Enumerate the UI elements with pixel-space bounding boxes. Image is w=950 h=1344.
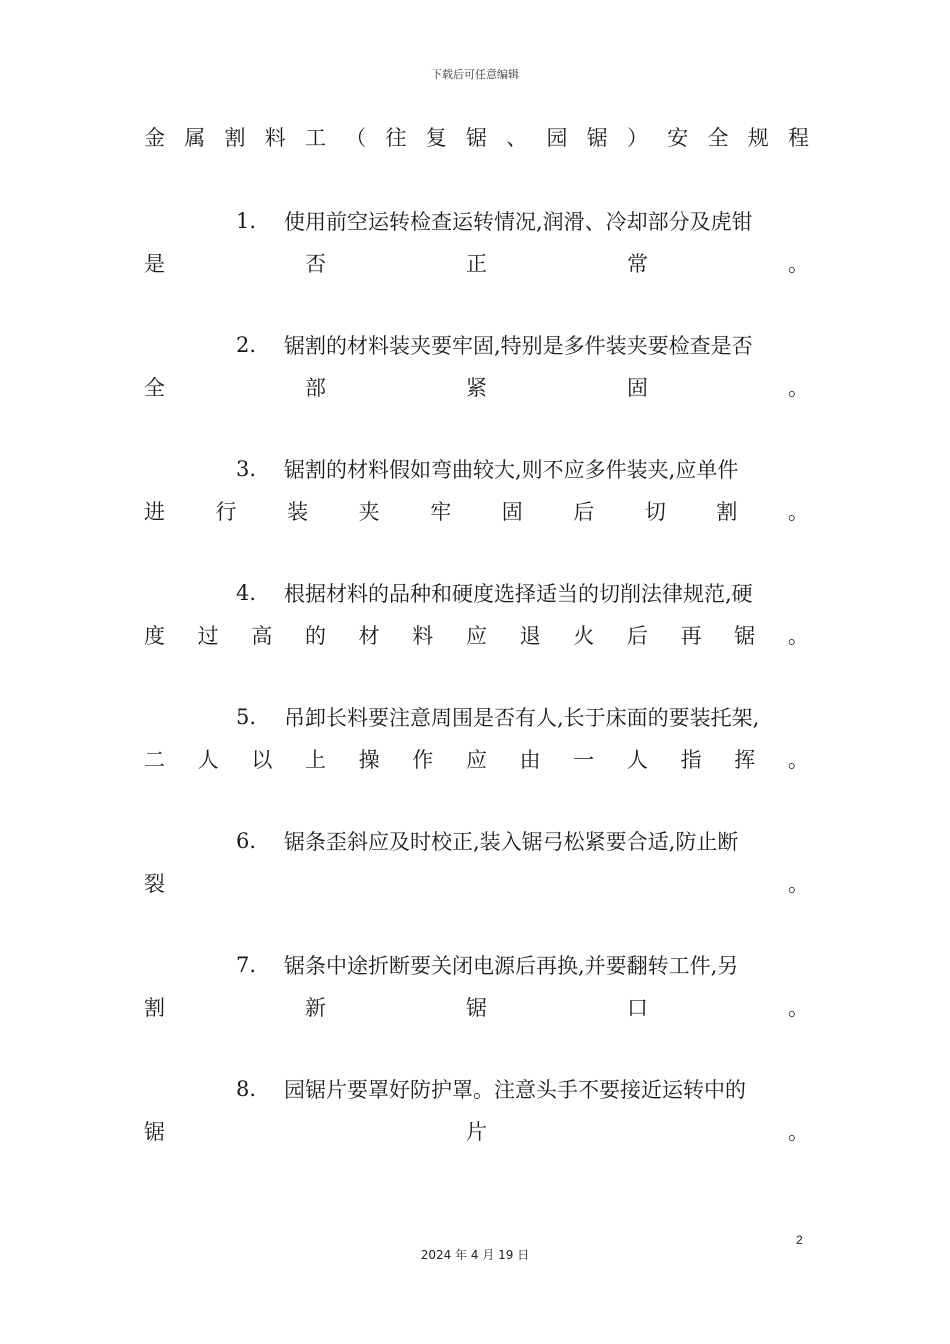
title-char: 、 xyxy=(506,126,528,150)
title-char: 规 xyxy=(747,126,769,150)
rule-char: 行 xyxy=(215,500,237,524)
rule-char: 。 xyxy=(788,252,809,276)
rule-char: 锯 xyxy=(466,996,487,1020)
rule-number: 6. xyxy=(236,829,257,853)
title-char: 往 xyxy=(385,126,407,150)
rule-item xyxy=(144,699,809,777)
rule-char: 。 xyxy=(788,376,809,400)
rule-first-line xyxy=(144,451,809,487)
rule-item xyxy=(144,575,809,653)
rule-number: 8. xyxy=(236,1077,257,1101)
document-title xyxy=(144,121,809,153)
title-char: 安 xyxy=(667,126,689,150)
rule-char: 应 xyxy=(465,748,487,772)
title-char: 锯 xyxy=(466,126,487,150)
title-char: 全 xyxy=(707,126,729,150)
rule-text: 园锯片要罩好防护罩。注意头手不要接近运转中的 xyxy=(284,1078,746,1102)
rule-number: 3. xyxy=(236,457,257,481)
rule-char: 切 xyxy=(644,500,666,524)
rule-char: 。 xyxy=(788,1120,809,1144)
rule-char: 片 xyxy=(466,1120,487,1144)
title-char: （ xyxy=(345,126,367,150)
rule-char: 挥 xyxy=(734,748,756,772)
rule-char: 指 xyxy=(680,748,702,772)
page-number: 2 xyxy=(796,1233,803,1247)
rule-char: 火 xyxy=(573,624,595,648)
rule-char: 新 xyxy=(305,996,326,1020)
rule-text: 使用前空运转检查运转情况,润滑、冷却部分及虎钳 xyxy=(284,210,753,234)
rule-char: 锯 xyxy=(144,1120,165,1144)
rule-char: 的 xyxy=(304,624,326,648)
rule-char: 材 xyxy=(358,624,380,648)
rule-char: 由 xyxy=(519,748,541,772)
title-char: 程 xyxy=(788,126,809,150)
rule-char: 裂 xyxy=(144,872,165,896)
rule-char: 。 xyxy=(788,996,809,1020)
rule-char: 。 xyxy=(787,748,809,772)
title-char: 锯 xyxy=(586,126,608,150)
rule-char: 过 xyxy=(197,624,219,648)
rule-char: 退 xyxy=(519,624,541,648)
rule-text: 吊卸长料要注意周围是否有人,长于床面的要装托架, xyxy=(284,706,760,730)
title-char: 属 xyxy=(184,126,206,150)
rule-justified-line xyxy=(144,245,809,281)
rule-char: 口 xyxy=(627,996,648,1020)
rule-char: 割 xyxy=(716,500,738,524)
rule-first-line xyxy=(144,947,809,983)
rule-item xyxy=(144,823,809,901)
rule-number: 2. xyxy=(236,333,257,357)
rule-char: 作 xyxy=(412,748,434,772)
rule-text: 锯割的材料假如弯曲较大,则不应多件装夹,应单件 xyxy=(284,458,739,482)
rule-char: 以 xyxy=(251,748,273,772)
rule-char: 进 xyxy=(144,500,165,524)
rule-first-line xyxy=(144,203,809,239)
rule-char: 部 xyxy=(305,376,326,400)
rule-first-line xyxy=(144,823,809,859)
rule-char: 常 xyxy=(627,252,648,276)
rule-char: 。 xyxy=(787,624,809,648)
rule-item xyxy=(144,451,809,529)
title-char: 工 xyxy=(305,126,326,150)
rule-first-line xyxy=(144,575,809,611)
rule-char: 二 xyxy=(144,748,165,772)
rule-char: 后 xyxy=(626,624,648,648)
rule-justified-line xyxy=(144,617,809,653)
rule-char: 正 xyxy=(466,252,487,276)
rule-char: 再 xyxy=(680,624,702,648)
rule-char: 夹 xyxy=(358,500,380,524)
rule-text: 根据材料的品种和硬度选择适当的切削法律规范,硬 xyxy=(284,582,753,606)
rule-char: 固 xyxy=(501,500,523,524)
rule-char: 高 xyxy=(251,624,273,648)
title-char: ） xyxy=(627,126,648,150)
rule-char: 上 xyxy=(304,748,326,772)
rule-char: 紧 xyxy=(466,376,487,400)
title-char: 金 xyxy=(144,126,165,150)
rule-char: 应 xyxy=(465,624,487,648)
rule-char: 。 xyxy=(787,500,809,524)
rule-char: 锯 xyxy=(734,624,756,648)
rule-char: 人 xyxy=(626,748,648,772)
rule-char: 一 xyxy=(573,748,595,772)
rule-justified-line xyxy=(144,369,809,405)
title-char: 料 xyxy=(264,126,286,150)
rule-first-line xyxy=(144,699,809,735)
title-char: 割 xyxy=(224,126,246,150)
rule-justified-line xyxy=(144,865,809,901)
rule-char: 度 xyxy=(144,624,165,648)
rule-number: 1. xyxy=(236,209,257,233)
rule-text: 锯条歪斜应及时校正,装入锯弓松紧要合适,防止断 xyxy=(284,830,739,854)
rule-number: 4. xyxy=(236,581,257,605)
rule-first-line xyxy=(144,1071,809,1107)
rule-char: 后 xyxy=(573,500,595,524)
rule-justified-line xyxy=(144,1113,809,1149)
rule-char: 牢 xyxy=(430,500,452,524)
rule-char: 操 xyxy=(358,748,380,772)
rule-char: 料 xyxy=(412,624,434,648)
rule-char: 人 xyxy=(197,748,219,772)
rule-char: 。 xyxy=(788,872,809,896)
rule-first-line xyxy=(144,327,809,363)
rule-text: 锯条中途折断要关闭电源后再换,并要翻转工件,另 xyxy=(284,954,739,978)
rule-number: 7. xyxy=(236,953,257,977)
rule-item xyxy=(144,947,809,1025)
rule-char: 装 xyxy=(287,500,309,524)
title-char: 园 xyxy=(546,126,568,150)
rule-char: 是 xyxy=(144,252,165,276)
rule-item xyxy=(144,203,809,281)
rule-justified-line xyxy=(144,741,809,777)
rule-char: 全 xyxy=(144,376,165,400)
rule-justified-line xyxy=(144,493,809,529)
rule-char: 割 xyxy=(144,996,165,1020)
rule-item xyxy=(144,327,809,405)
rule-justified-line xyxy=(144,989,809,1025)
rule-number: 5. xyxy=(236,705,257,729)
rule-char: 固 xyxy=(627,376,648,400)
rule-char: 否 xyxy=(305,252,326,276)
title-char: 复 xyxy=(425,126,447,150)
rule-item xyxy=(144,1071,809,1149)
rule-text: 锯割的材料装夹要牢固,特别是多件装夹要检查是否 xyxy=(284,334,753,358)
footer-date: 2024 年 4 月 19 日 xyxy=(420,1248,530,1262)
header-note: 下载后可任意编辑 xyxy=(431,68,519,81)
